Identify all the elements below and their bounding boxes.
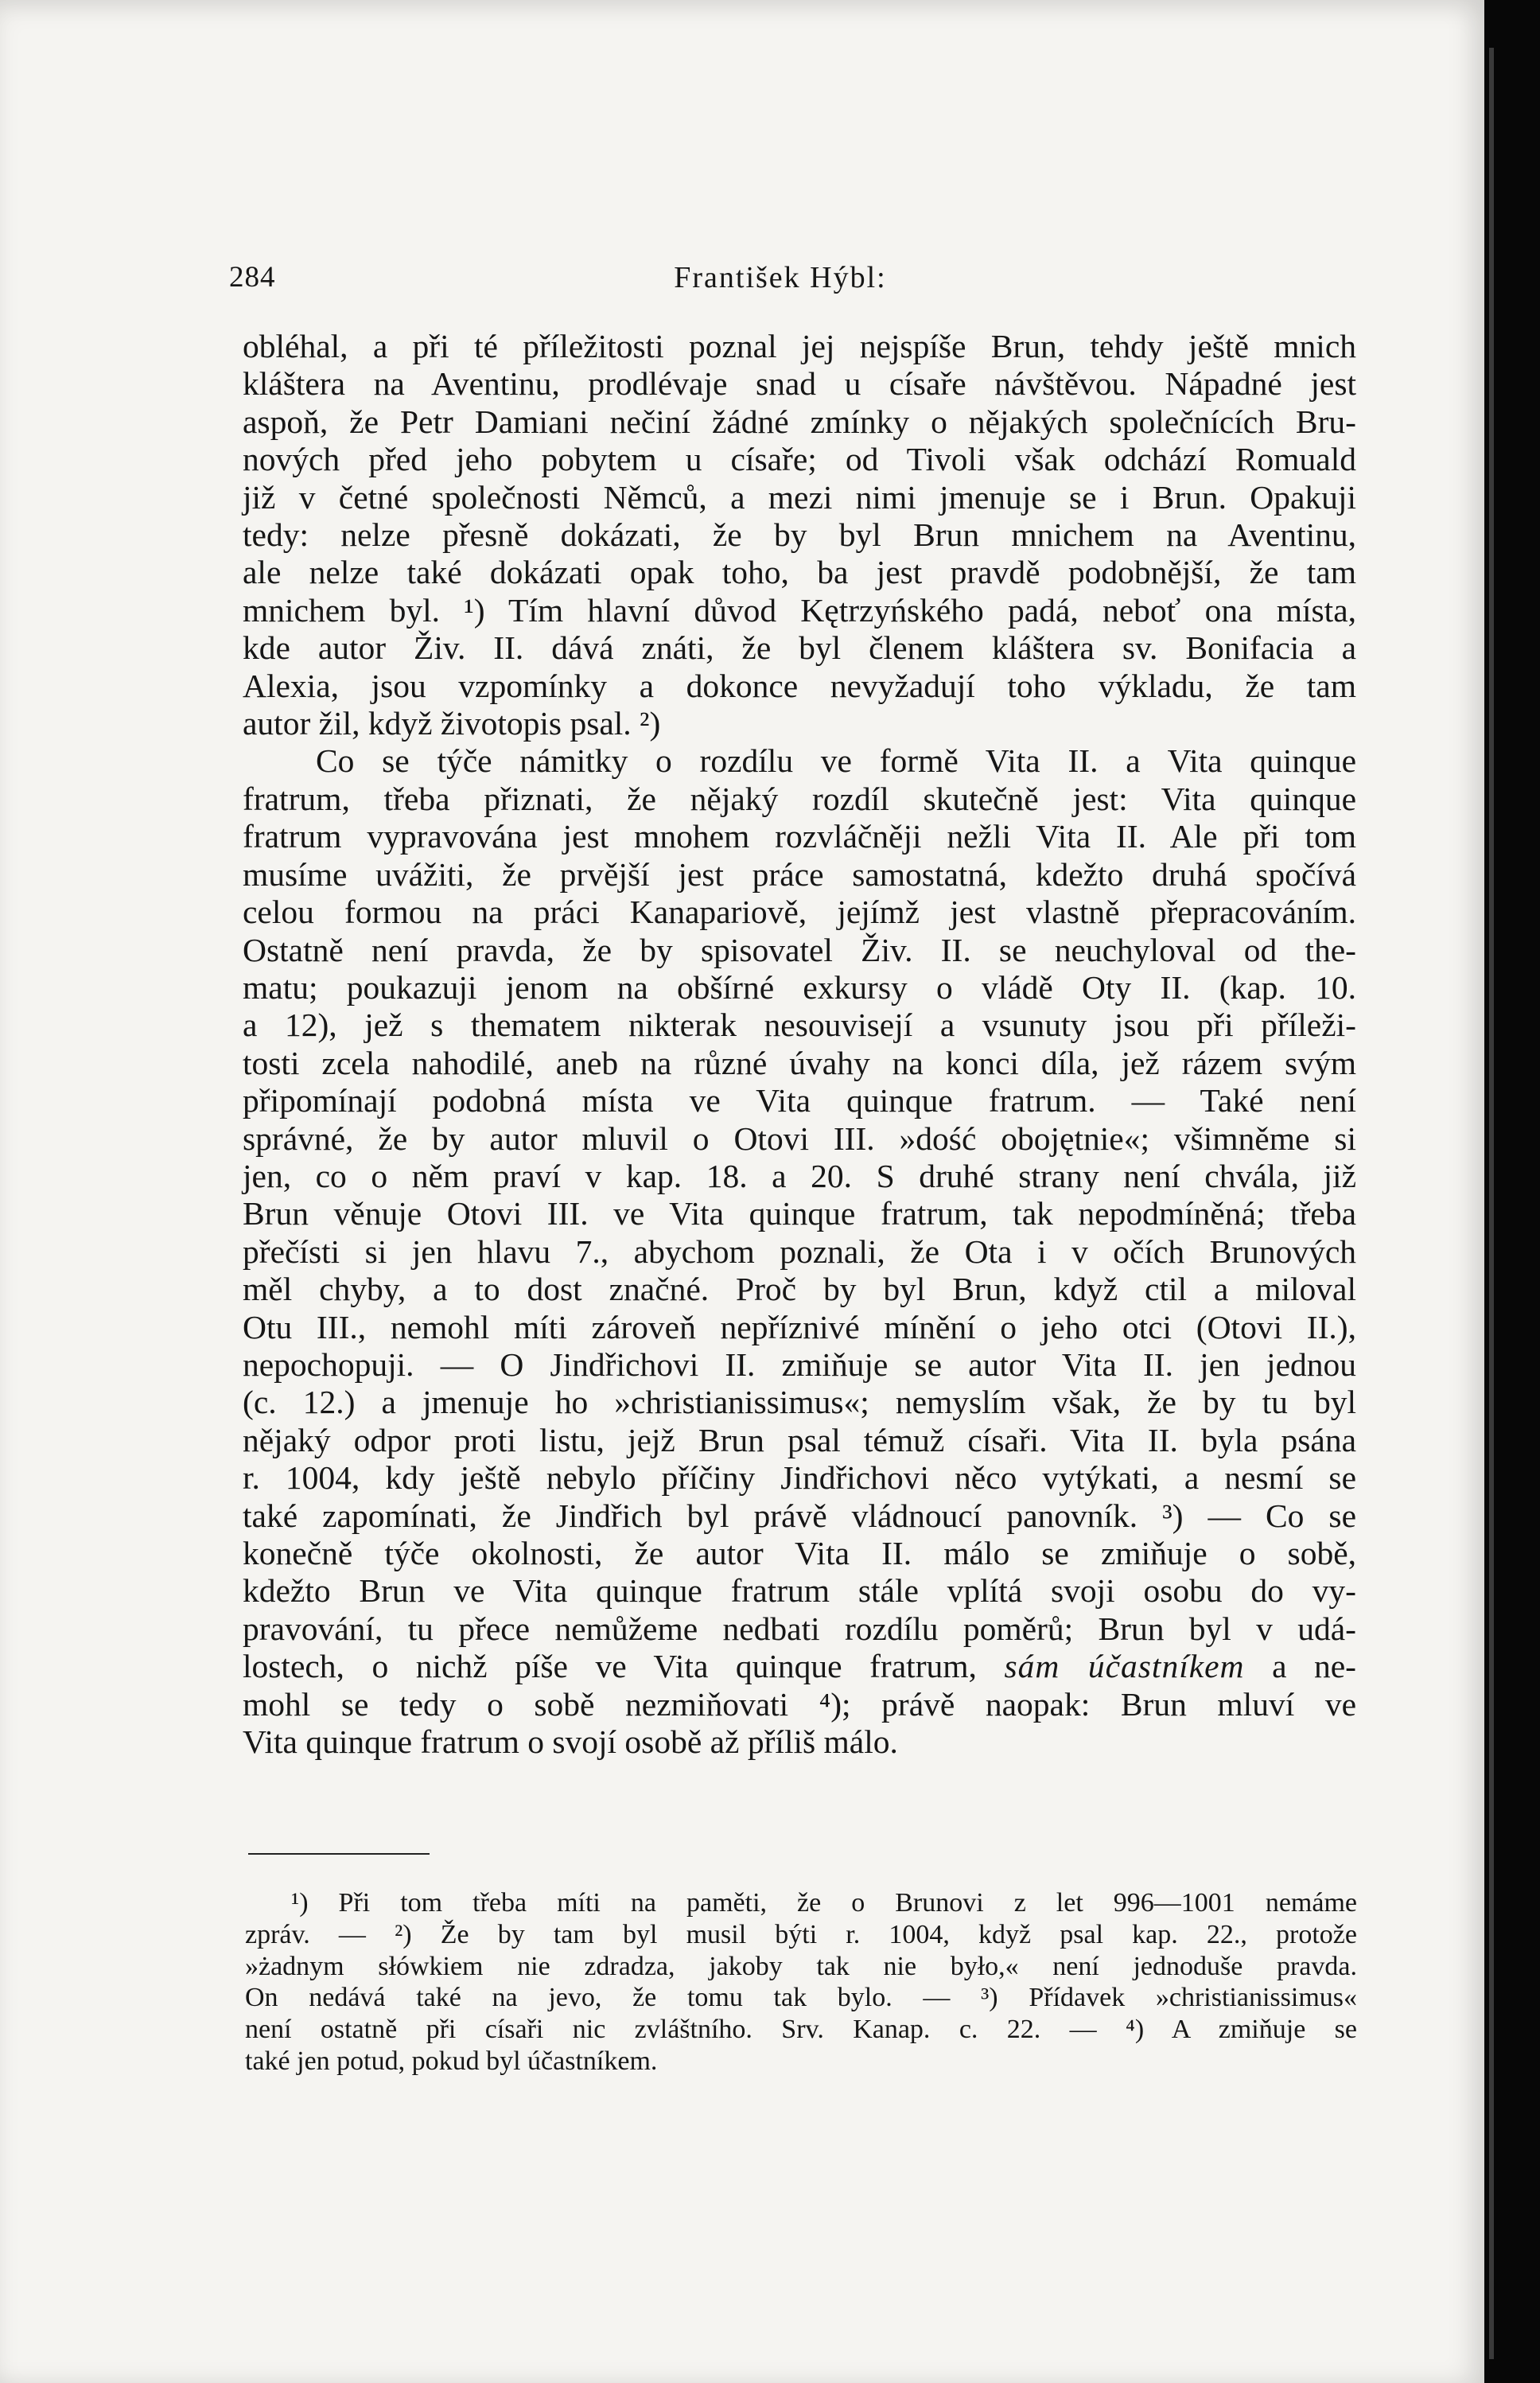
text-line: mnichem byl. ¹) Tím hlavní důvod Kętrzyńského padá, neboť ona místa, [243, 591, 1356, 629]
text-line: (c. 12.) a jmenuje ho »christianissimus«; nemyslím však, že by tu byl [243, 1384, 1356, 1421]
text-line: konečně týče okolnosti, že autor Vita II. málo se zmiňuje o sobě, [243, 1535, 1356, 1571]
text-line: pravování, tu přece nemůžeme nedbati rozdílu poměrů; Brun byl v udá- [243, 1610, 1356, 1647]
main-text [243, 328, 1356, 1761]
text-line: autor žil, když životopis psal. ²) [243, 705, 661, 742]
text-line: připomínají podobná místa ve Vita quinque fratrum. — Také není [243, 1082, 1356, 1119]
footnote-line: není ostatně při císaři nic zvláštního. Srv. Kanap. c. 22. — ⁴) A zmiňuje se [245, 2015, 1357, 2045]
text-line: také zapomínati, že Jindřich byl právě vládnoucí panovník. ³) — Co se [243, 1497, 1356, 1534]
text-line: matu; poukazuji jenom na obšírné exkursy o vládě Oty II. (kap. 10. [243, 968, 1356, 1006]
text-line: Vita quinque fratrum o svojí osobě až příliš málo. [243, 1723, 898, 1761]
text-line: a 12), jež s thematem nikterak nesouvisejí a vsunuty jsou při příleži- [243, 1007, 1356, 1044]
italic-emphasis: sám účastníkem [1004, 1648, 1245, 1685]
footnotes [245, 1887, 1357, 2077]
scan-edge-line [1489, 48, 1494, 2359]
text-line: obléhal, a při té příležitosti poznal jej nejspíše Brun, tehdy ještě mnich [243, 328, 1356, 364]
running-head: František Hýbl: [674, 261, 887, 294]
text-line: Otu III., nemohl míti zároveň nepříznivé mínění o jeho otci (Otovi II.), [243, 1308, 1356, 1345]
text-line: fratrum, třeba přiznati, že nějaký rozdíl skutečně jest: Vita quinque [243, 780, 1356, 817]
text-line: správné, že by autor mluvil o Otovi III. »dość obojętnie«; všimněme si [243, 1119, 1356, 1157]
text-line: ale nelze také dokázati opak toho, ba jest pravdě podobnější, že tam [243, 554, 1356, 591]
footnote-line: ¹) Při tom třeba míti na paměti, že o Brunovi z let 996—1001 nemáme [291, 1888, 1357, 1918]
page-number: 284 [229, 261, 276, 294]
text-line: r. 1004, kdy ještě nebylo příčiny Jindřichovi něco vytýkati, a nesmí se [243, 1459, 1356, 1497]
page-header [229, 260, 1332, 300]
text-line: nových před jeho pobytem u císaře; od Tivoli však odchází Romuald [243, 441, 1356, 478]
text-line: celou formou na práci Kanapariově, jejímž jest vlastně přepracováním. [243, 894, 1356, 931]
text-line: Brun věnuje Otovi III. ve Vita quinque fratrum, tak nepodmíněná; třeba [243, 1195, 1356, 1232]
text-line: přečísti si jen hlavu 7., abychom poznali, že Ota i v očích Brunových [243, 1232, 1356, 1270]
footnote-line: také jen potud, pokud byl účastníkem. [245, 2046, 658, 2076]
text-line: nepochopuji. — O Jindřichovi II. zmiňuje se autor Vita II. jen jednou [243, 1345, 1356, 1383]
footnote-separator [248, 1853, 430, 1855]
text-line: musíme uvážiti, že prvější jest práce samostatná, kdežto druhá spočívá [243, 855, 1356, 893]
text-line: jen, co o něm praví v kap. 18. a 20. S druhé strany není chvála, již [243, 1157, 1356, 1194]
text-line: lostech, o nichž píše ve Vita quinque fratrum, sám účastníkem a ne- [243, 1648, 1356, 1685]
footnote-line: »żadnym słówkiem nie zdradza, jakoby tak nie było,« není jednoduše pravda. [245, 1951, 1357, 1981]
text-line: tedy: nelze přesně dokázati, že by byl Brun mnichem na Aventinu, [243, 516, 1356, 554]
text-line: nějaký odpor proti listu, jejž Brun psal témuž císaři. Vita II. byla psána [243, 1421, 1356, 1458]
text-line: Alexia, jsou vzpomínky a dokonce nevyžadují toho výkladu, že tam [243, 667, 1356, 704]
text-line: Ostatně není pravda, že by spisovatel Živ. II. se neuchyloval od the- [243, 931, 1356, 968]
text-line: měl chyby, a to dost značné. Proč by byl Brun, když ctil a miloval [243, 1271, 1356, 1308]
footnote-line: On nedává také na jevo, že tomu tak bylo. — ³) Přídavek »christianissimus« [245, 1983, 1357, 2013]
text-line: aspoň, že Petr Damiani nečiní žádné zmínky o nějakých společnících Bru- [243, 403, 1356, 440]
text-line: kláštera na Aventinu, prodlévaje snad u císaře návštěvou. Nápadné jest [243, 365, 1356, 403]
text-line: kde autor Živ. II. dává znáti, že byl členem kláštera sv. Bonifacia a [243, 629, 1356, 667]
text-line: tosti zcela nahodilé, aneb na různé úvahy na konci díla, jež rázem svým [243, 1044, 1356, 1081]
paragraph-1 [243, 328, 1356, 742]
paragraph-2 [243, 742, 1356, 1761]
footnote-line: zpráv. — ²) Že by tam byl musil býti r. 1004, když psal kap. 22., protože [245, 1919, 1357, 1949]
text-line: mohl se tedy o sobě nezmiňovati ⁴); právě naopak: Brun mluví ve [243, 1685, 1356, 1723]
text-line: kdežto Brun ve Vita quinque fratrum stále vplítá svoji osobu do vy- [243, 1572, 1356, 1610]
text-line: již v četné společnosti Němců, a mezi nimi jmenuje se i Brun. Opakuji [243, 478, 1356, 516]
text-line: Co se týče námitky o rozdílu ve formě Vita II. a Vita quinque [316, 742, 1356, 780]
text-line: fratrum vypravována jest mnohem rozvláčněji nežli Vita II. Ale při tom [243, 818, 1356, 855]
